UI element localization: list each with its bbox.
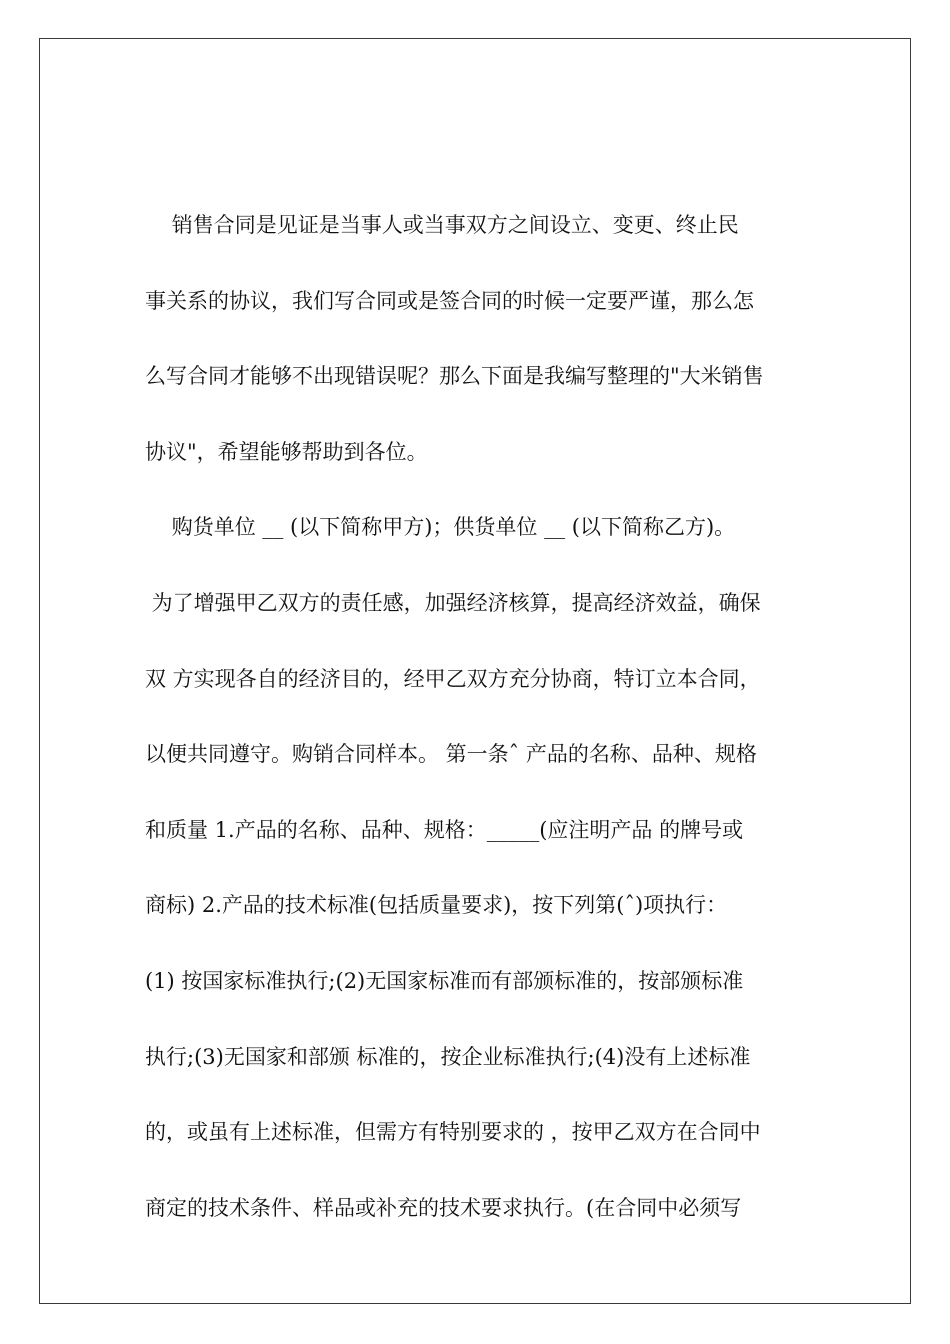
- text-line: 以便共同遵守。购销合同样本。 第一条ˆ 产品的名称、品种、规格: [145, 742, 757, 767]
- contract-paragraph: [145, 507, 805, 1263]
- text-line: 的，或虽有上述标准，但需方有特别要求的 ，按甲乙双方在合同中: [145, 1120, 761, 1145]
- intro-paragraph: [145, 205, 805, 507]
- text-line: 销售合同是见证是当事人或当事双方之间设立、变更、终止民: [145, 213, 739, 237]
- text-line: 商定的技术条件、样品或补充的技术要求执行。(在合同中必须写: [145, 1195, 742, 1220]
- text-line: 和质量 1.产品的名称、品种、规格：_____(应注明产品 的牌号或: [145, 817, 744, 842]
- document-body: [145, 205, 805, 1263]
- text-line: 商标) 2.产品的技术标准(包括质量要求)，按下列第(ˆ)项执行：: [145, 893, 728, 918]
- text-line: 为了增强甲乙双方的责任感，加强经济核算，提高经济效益，确保: [145, 590, 761, 615]
- text-line: 购货单位 __ (以下简称甲方)；供货单位 __ (以下简称乙方)。: [145, 515, 736, 540]
- text-line: 事关系的协议，我们写合同或是签合同的时候一定要严谨，那么怎: [145, 288, 754, 313]
- text-line: 么写合同才能够不出现错误呢？那么下面是我编写整理的"大米销售: [145, 364, 764, 389]
- text-line: (1) 按国家标准执行;(2)无国家标准而有部颁标准的，按部颁标准: [145, 968, 744, 993]
- text-line: 双 方实现各自的经济目的，经甲乙双方充分协商，特订立本合同，: [145, 666, 761, 691]
- text-line: 协议"，希望能够帮助到各位。: [145, 439, 428, 464]
- text-line: 执行;(3)无国家和部颁 标准的，按企业标准执行;(4)没有上述标准: [145, 1044, 751, 1069]
